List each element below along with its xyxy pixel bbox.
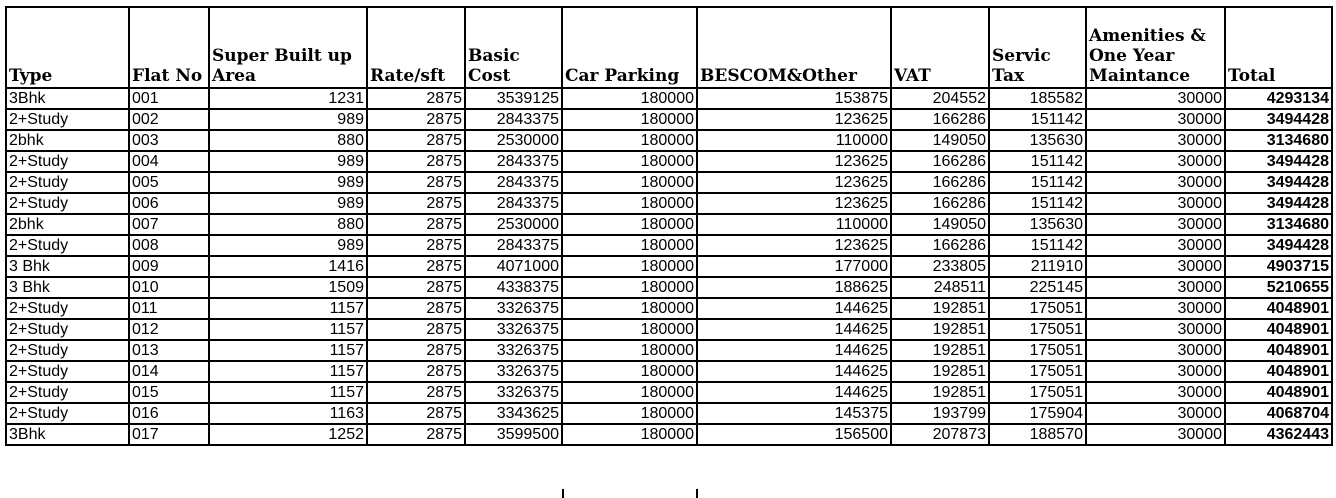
cell-vat: 166286: [891, 151, 989, 172]
header-car-parking: Car Parking: [562, 7, 697, 88]
cell-area: 989: [209, 151, 367, 172]
cell-rate: 2875: [367, 382, 465, 403]
header-basic-cost: Basic Cost: [465, 7, 562, 88]
table-row: [6, 424, 1332, 445]
cell-car-parking: 180000: [562, 298, 697, 319]
cell-rate: 2875: [367, 130, 465, 151]
cell-car-parking: 180000: [562, 151, 697, 172]
table-row: [6, 340, 1332, 361]
cell-flat-no: 017: [129, 424, 209, 445]
cell-service-tax: 175051: [989, 382, 1086, 403]
cell-bescom-other: 144625: [697, 319, 891, 340]
cell-amenities: 30000: [1086, 424, 1225, 445]
cell-vat: 166286: [891, 235, 989, 256]
table-row: [6, 319, 1332, 340]
cell-area: 1509: [209, 277, 367, 298]
cell-car-parking: 180000: [562, 109, 697, 130]
cell-flat-no: 003: [129, 130, 209, 151]
cell-total: 4048901: [1225, 382, 1332, 403]
cell-car-parking: 180000: [562, 214, 697, 235]
cell-total: 5210655: [1225, 277, 1332, 298]
cell-basic-cost: 2843375: [465, 193, 562, 214]
cell-service-tax: 151142: [989, 172, 1086, 193]
cell-basic-cost: 3326375: [465, 319, 562, 340]
cell-area: 1163: [209, 403, 367, 424]
cell-flat-no: 002: [129, 109, 209, 130]
cell-amenities: 30000: [1086, 361, 1225, 382]
cell-type: 3 Bhk: [6, 256, 129, 277]
cell-service-tax: 151142: [989, 235, 1086, 256]
cell-rate: 2875: [367, 340, 465, 361]
cell-vat: 166286: [891, 172, 989, 193]
table-body: [6, 88, 1332, 445]
cell-service-tax: 135630: [989, 214, 1086, 235]
cell-car-parking: 180000: [562, 361, 697, 382]
cell-rate: 2875: [367, 361, 465, 382]
table-row: [6, 256, 1332, 277]
cell-amenities: 30000: [1086, 382, 1225, 403]
cell-type: 2+Study: [6, 319, 129, 340]
gridline-stub-left: [562, 489, 564, 498]
cell-service-tax: 135630: [989, 130, 1086, 151]
table-row: [6, 235, 1332, 256]
cell-rate: 2875: [367, 193, 465, 214]
cell-car-parking: 180000: [562, 256, 697, 277]
cell-service-tax: 151142: [989, 109, 1086, 130]
cell-basic-cost: 3343625: [465, 403, 562, 424]
cell-basic-cost: 3539125: [465, 88, 562, 109]
cell-area: 880: [209, 214, 367, 235]
cell-area: 880: [209, 130, 367, 151]
cell-basic-cost: 2843375: [465, 109, 562, 130]
cell-service-tax: 211910: [989, 256, 1086, 277]
cell-bescom-other: 145375: [697, 403, 891, 424]
cell-amenities: 30000: [1086, 340, 1225, 361]
cell-area: 1157: [209, 298, 367, 319]
cell-area: 1231: [209, 88, 367, 109]
cell-flat-no: 006: [129, 193, 209, 214]
cell-amenities: 30000: [1086, 298, 1225, 319]
header-bescom-other: BESCOM&Other: [697, 7, 891, 88]
cell-area: 989: [209, 109, 367, 130]
cell-vat: 204552: [891, 88, 989, 109]
cell-flat-no: 007: [129, 214, 209, 235]
header-type: Type: [6, 7, 129, 88]
cell-type: 2+Study: [6, 235, 129, 256]
cell-rate: 2875: [367, 214, 465, 235]
cell-vat: 233805: [891, 256, 989, 277]
cell-type: 3 Bhk: [6, 277, 129, 298]
cell-amenities: 30000: [1086, 319, 1225, 340]
cell-bescom-other: 156500: [697, 424, 891, 445]
cell-flat-no: 011: [129, 298, 209, 319]
cell-service-tax: 175051: [989, 319, 1086, 340]
header-vat: VAT: [891, 7, 989, 88]
cell-amenities: 30000: [1086, 88, 1225, 109]
cell-service-tax: 185582: [989, 88, 1086, 109]
cell-total: 4048901: [1225, 340, 1332, 361]
cell-basic-cost: 4338375: [465, 277, 562, 298]
cell-total: 4068704: [1225, 403, 1332, 424]
cell-service-tax: 175051: [989, 340, 1086, 361]
cell-total: 3494428: [1225, 151, 1332, 172]
cell-type: 2+Study: [6, 193, 129, 214]
cell-rate: 2875: [367, 298, 465, 319]
cell-car-parking: 180000: [562, 130, 697, 151]
cell-type: 3Bhk: [6, 88, 129, 109]
table-row: [6, 88, 1332, 109]
cell-service-tax: 151142: [989, 151, 1086, 172]
cell-basic-cost: 3326375: [465, 382, 562, 403]
cell-vat: 193799: [891, 403, 989, 424]
cell-car-parking: 180000: [562, 403, 697, 424]
cell-bescom-other: 144625: [697, 298, 891, 319]
cell-vat: 192851: [891, 361, 989, 382]
cell-rate: 2875: [367, 109, 465, 130]
table-row: [6, 172, 1332, 193]
cell-amenities: 30000: [1086, 214, 1225, 235]
cell-flat-no: 015: [129, 382, 209, 403]
cell-car-parking: 180000: [562, 193, 697, 214]
table-header: [6, 7, 1332, 88]
cell-rate: 2875: [367, 172, 465, 193]
cell-bescom-other: 123625: [697, 109, 891, 130]
cell-total: 4048901: [1225, 319, 1332, 340]
header-amenities-maintenance: Amenities & One Year Maintance: [1086, 7, 1225, 88]
table-row: [6, 130, 1332, 151]
cell-total: 3494428: [1225, 172, 1332, 193]
price-table: [5, 6, 1333, 446]
table-row: [6, 277, 1332, 298]
cell-total: 3494428: [1225, 109, 1332, 130]
cell-area: 989: [209, 172, 367, 193]
cell-bescom-other: 110000: [697, 214, 891, 235]
cell-flat-no: 013: [129, 340, 209, 361]
cell-amenities: 30000: [1086, 151, 1225, 172]
cell-basic-cost: 2843375: [465, 151, 562, 172]
cell-bescom-other: 144625: [697, 382, 891, 403]
cell-area: 1252: [209, 424, 367, 445]
cell-vat: 192851: [891, 382, 989, 403]
header-service-tax: Servic Tax: [989, 7, 1086, 88]
cell-bescom-other: 144625: [697, 340, 891, 361]
cell-flat-no: 004: [129, 151, 209, 172]
cell-flat-no: 010: [129, 277, 209, 298]
cell-type: 2bhk: [6, 214, 129, 235]
cell-service-tax: 175051: [989, 361, 1086, 382]
cell-car-parking: 180000: [562, 235, 697, 256]
cell-basic-cost: 4071000: [465, 256, 562, 277]
table-row: [6, 151, 1332, 172]
table-row: [6, 298, 1332, 319]
table-row: [6, 382, 1332, 403]
cell-bescom-other: 123625: [697, 193, 891, 214]
cell-car-parking: 180000: [562, 88, 697, 109]
cell-rate: 2875: [367, 319, 465, 340]
cell-amenities: 30000: [1086, 193, 1225, 214]
cell-amenities: 30000: [1086, 235, 1225, 256]
table-row: [6, 361, 1332, 382]
cell-area: 1416: [209, 256, 367, 277]
cell-bescom-other: 153875: [697, 88, 891, 109]
cell-rate: 2875: [367, 424, 465, 445]
cell-basic-cost: 3599500: [465, 424, 562, 445]
header-total: Total: [1225, 7, 1332, 88]
cell-flat-no: 016: [129, 403, 209, 424]
cell-bescom-other: 144625: [697, 361, 891, 382]
cell-flat-no: 008: [129, 235, 209, 256]
cell-rate: 2875: [367, 151, 465, 172]
cell-bescom-other: 123625: [697, 172, 891, 193]
cell-bescom-other: 123625: [697, 235, 891, 256]
cell-flat-no: 014: [129, 361, 209, 382]
cell-area: 1157: [209, 340, 367, 361]
cell-vat: 192851: [891, 319, 989, 340]
cell-car-parking: 180000: [562, 382, 697, 403]
cell-flat-no: 009: [129, 256, 209, 277]
cell-basic-cost: 3326375: [465, 361, 562, 382]
cell-type: 2+Study: [6, 151, 129, 172]
cell-bescom-other: 188625: [697, 277, 891, 298]
cell-service-tax: 188570: [989, 424, 1086, 445]
cell-rate: 2875: [367, 256, 465, 277]
cell-basic-cost: 2530000: [465, 214, 562, 235]
cell-car-parking: 180000: [562, 319, 697, 340]
cell-rate: 2875: [367, 88, 465, 109]
header-rate-sft: Rate/sft: [367, 7, 465, 88]
cell-bescom-other: 177000: [697, 256, 891, 277]
cell-total: 3494428: [1225, 193, 1332, 214]
cell-rate: 2875: [367, 277, 465, 298]
cell-total: 4903715: [1225, 256, 1332, 277]
cell-vat: 207873: [891, 424, 989, 445]
cell-amenities: 30000: [1086, 109, 1225, 130]
cell-car-parking: 180000: [562, 172, 697, 193]
cell-service-tax: 151142: [989, 193, 1086, 214]
cell-amenities: 30000: [1086, 256, 1225, 277]
cell-amenities: 30000: [1086, 403, 1225, 424]
cell-car-parking: 180000: [562, 340, 697, 361]
cell-rate: 2875: [367, 235, 465, 256]
cell-area: 989: [209, 193, 367, 214]
cell-type: 2+Study: [6, 403, 129, 424]
cell-vat: 149050: [891, 130, 989, 151]
cell-area: 1157: [209, 361, 367, 382]
cell-vat: 166286: [891, 109, 989, 130]
cell-total: 4048901: [1225, 298, 1332, 319]
cell-type: 3Bhk: [6, 424, 129, 445]
cell-car-parking: 180000: [562, 424, 697, 445]
cell-rate: 2875: [367, 403, 465, 424]
cell-basic-cost: 3326375: [465, 340, 562, 361]
cell-service-tax: 175051: [989, 298, 1086, 319]
cell-amenities: 30000: [1086, 172, 1225, 193]
table-row: [6, 214, 1332, 235]
cell-area: 1157: [209, 382, 367, 403]
cell-area: 989: [209, 235, 367, 256]
cell-type: 2+Study: [6, 109, 129, 130]
cell-vat: 166286: [891, 193, 989, 214]
cell-type: 2+Study: [6, 382, 129, 403]
table-row: [6, 193, 1332, 214]
cell-basic-cost: 2843375: [465, 172, 562, 193]
cell-total: 3134680: [1225, 214, 1332, 235]
cell-basic-cost: 3326375: [465, 298, 562, 319]
header-row: [6, 7, 1332, 88]
cell-flat-no: 001: [129, 88, 209, 109]
cell-flat-no: 005: [129, 172, 209, 193]
header-flat-no: Flat No: [129, 7, 209, 88]
cell-basic-cost: 2843375: [465, 235, 562, 256]
cell-vat: 192851: [891, 298, 989, 319]
cell-type: 2+Study: [6, 361, 129, 382]
table-row: [6, 109, 1332, 130]
cell-type: 2bhk: [6, 130, 129, 151]
cell-total: 3494428: [1225, 235, 1332, 256]
cell-type: 2+Study: [6, 172, 129, 193]
cell-amenities: 30000: [1086, 277, 1225, 298]
cell-bescom-other: 110000: [697, 130, 891, 151]
cell-type: 2+Study: [6, 340, 129, 361]
cell-total: 4048901: [1225, 361, 1332, 382]
cell-service-tax: 175904: [989, 403, 1086, 424]
cell-service-tax: 225145: [989, 277, 1086, 298]
cell-area: 1157: [209, 319, 367, 340]
cell-bescom-other: 123625: [697, 151, 891, 172]
header-super-built-up-area: Super Built up Area: [209, 7, 367, 88]
cell-flat-no: 012: [129, 319, 209, 340]
cell-vat: 248511: [891, 277, 989, 298]
cell-total: 4293134: [1225, 88, 1332, 109]
table-row: [6, 403, 1332, 424]
cell-vat: 192851: [891, 340, 989, 361]
cell-amenities: 30000: [1086, 130, 1225, 151]
cell-total: 4362443: [1225, 424, 1332, 445]
cell-total: 3134680: [1225, 130, 1332, 151]
cell-basic-cost: 2530000: [465, 130, 562, 151]
gridline-stub-right: [696, 489, 698, 498]
cell-vat: 149050: [891, 214, 989, 235]
cell-type: 2+Study: [6, 298, 129, 319]
cell-car-parking: 180000: [562, 277, 697, 298]
